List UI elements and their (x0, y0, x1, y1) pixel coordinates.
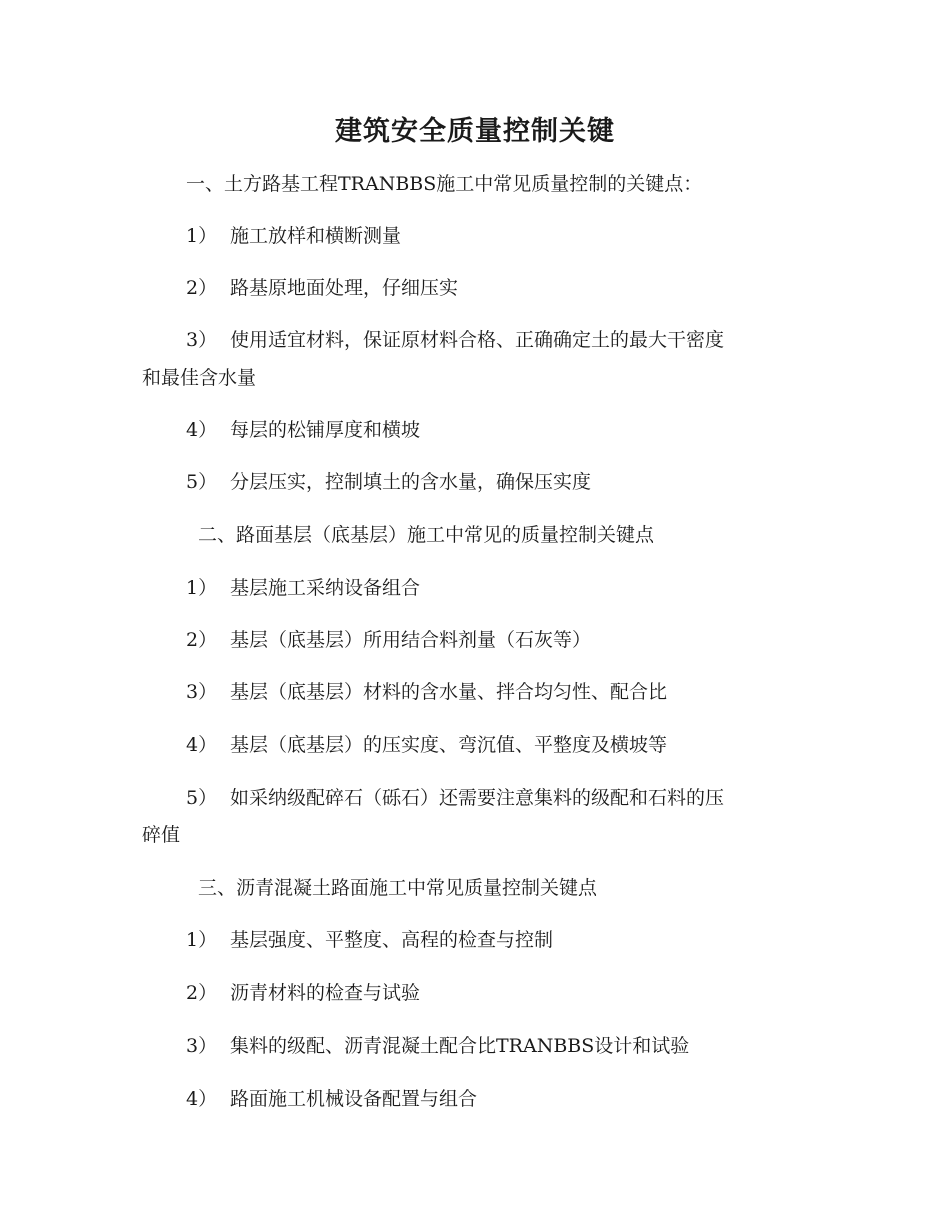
item-text: 基层强度、平整度、高程的检查与控制 (230, 929, 554, 951)
list-item (186, 322, 724, 358)
item-text: 基层施工采纳设备组合 (230, 577, 421, 599)
item-number: 4） (186, 419, 218, 441)
item-number: 2） (186, 277, 218, 299)
list-item-continuation: 碎值 (142, 824, 181, 846)
section-heading: 一、土方路基工程TRANBBS施工中常见质量控制的关键点： (186, 173, 703, 195)
list-item-continuation: 和最佳含水量 (142, 367, 257, 389)
item-text: 集料的级配、沥青混凝土配合比TRANBBS设计和试验 (230, 1035, 690, 1057)
item-text: 基层（底基层）的压实度、弯沉值、平整度及横坡等 (230, 734, 668, 756)
item-text: 如采纳级配碎石（砾石）还需要注意集料的级配和石料的压 (230, 787, 725, 809)
item-number: 2） (186, 982, 218, 1004)
item-number: 5） (186, 471, 218, 493)
list-item (186, 674, 667, 710)
list-item (186, 218, 401, 254)
list-item (186, 464, 591, 500)
item-number: 1） (186, 577, 218, 599)
item-text: 分层压实，控制填土的含水量，确保压实度 (230, 471, 592, 493)
list-item (186, 1028, 689, 1064)
item-text: 基层（底基层）所用结合料剂量（石灰等） (230, 629, 592, 651)
item-number: 1） (186, 225, 218, 247)
item-number: 3） (186, 329, 218, 351)
item-number: 1） (186, 929, 218, 951)
item-number: 4） (186, 734, 218, 756)
item-number: 4） (186, 1088, 218, 1110)
list-item (186, 727, 667, 763)
list-item (186, 412, 420, 448)
section-heading: 三、沥青混凝土路面施工中常见质量控制关键点 (198, 877, 598, 899)
item-text: 沥青材料的检查与试验 (230, 982, 421, 1004)
list-item (186, 270, 458, 306)
item-text: 路基原地面处理，仔细压实 (230, 277, 459, 299)
item-text: 路面施工机械设备配置与组合 (230, 1088, 478, 1110)
list-item (186, 570, 420, 606)
list-item (186, 780, 724, 816)
item-number: 3） (186, 681, 218, 703)
section-heading: 二、路面基层（底基层）施工中常见的质量控制关键点 (198, 524, 655, 546)
item-number: 3） (186, 1035, 218, 1057)
item-text: 使用适宜材料，保证原材料合格、正确确定土的最大干密度 (230, 329, 725, 351)
item-text: 施工放样和横断测量 (230, 225, 402, 247)
item-text: 基层（底基层）材料的含水量、拌合均匀性、配合比 (230, 681, 668, 703)
list-item (186, 1081, 477, 1117)
list-item (186, 975, 420, 1011)
item-number: 2） (186, 629, 218, 651)
list-item (186, 922, 553, 958)
document-title: 建筑安全质量控制关键 (335, 116, 615, 147)
list-item (186, 622, 591, 658)
item-number: 5） (186, 787, 218, 809)
item-text: 每层的松铺厚度和横坡 (230, 419, 421, 441)
